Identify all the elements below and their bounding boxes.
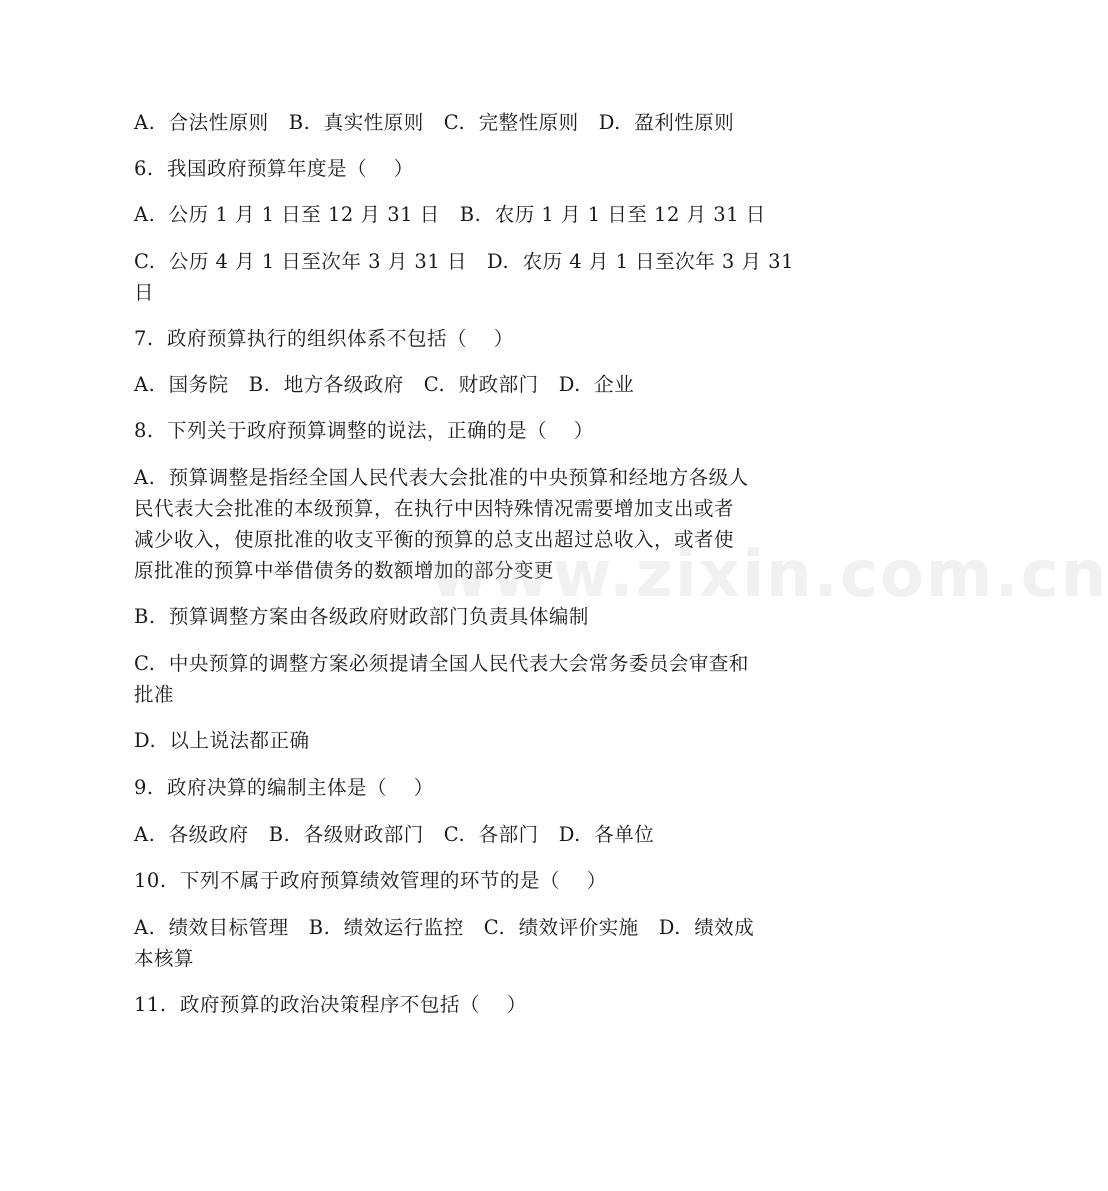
text-line: C. 公历 4 月 1 日至次年 3 月 31 日 D. 农历 4 月 1 日至次年 3 月 31 — [134, 250, 794, 273]
text-line: A. 各级政府 B. 各级财政部门 C. 各部门 D. 各单位 — [134, 823, 655, 846]
watermark: www.zixin.com.cn — [430, 538, 1108, 612]
text-line: 9. 政府决算的编制主体是（ ） — [134, 776, 434, 799]
text-line: 10. 下列不属于政府预算绩效管理的环节的是（ ） — [134, 869, 607, 892]
text-line: 日 — [134, 281, 155, 304]
text-line: A. 预算调整是指经全国人民代表大会批准的中央预算和经地方各级人 — [134, 466, 749, 489]
text-line: A. 绩效目标管理 B. 绩效运行监控 C. 绩效评价实施 D. 绩效成 — [134, 916, 755, 939]
text-line: 原批准的预算中举借债务的数额增加的部分变更 — [134, 559, 555, 582]
text-line: A. 公历 1 月 1 日至 12 月 31 日 B. 农历 1 月 1 日至 12 月 31 日 — [134, 203, 766, 226]
text-line: C. 中央预算的调整方案必须提请全国人民代表大会常务委员会审查和 — [134, 652, 749, 675]
text-line: B. 预算调整方案由各级政府财政部门负责具体编制 — [134, 605, 589, 628]
text-line: 减少收入，使原批准的收支平衡的预算的总支出超过总收入，或者使 — [134, 528, 735, 551]
text-line: 批准 — [134, 683, 175, 706]
text-line: 7. 政府预算执行的组织体系不包括（ ） — [134, 327, 514, 350]
text-line: 11. 政府预算的政治决策程序不包括（ ） — [134, 993, 527, 1016]
text-line: A. 国务院 B. 地方各级政府 C. 财政部门 D. 企业 — [134, 373, 635, 396]
text-line: 8. 下列关于政府预算调整的说法，正确的是（ ） — [134, 419, 594, 442]
text-line: 民代表大会批准的本级预算，在执行中因特殊情况需要增加支出或者 — [134, 497, 735, 520]
text-line: D. 以上说法都正确 — [134, 729, 310, 752]
text-line: 6. 我国政府预算年度是（ ） — [134, 157, 414, 180]
text-line: A. 合法性原则 B. 真实性原则 C. 完整性原则 D. 盈利性原则 — [134, 111, 735, 134]
text-line: 本核算 — [134, 947, 195, 970]
